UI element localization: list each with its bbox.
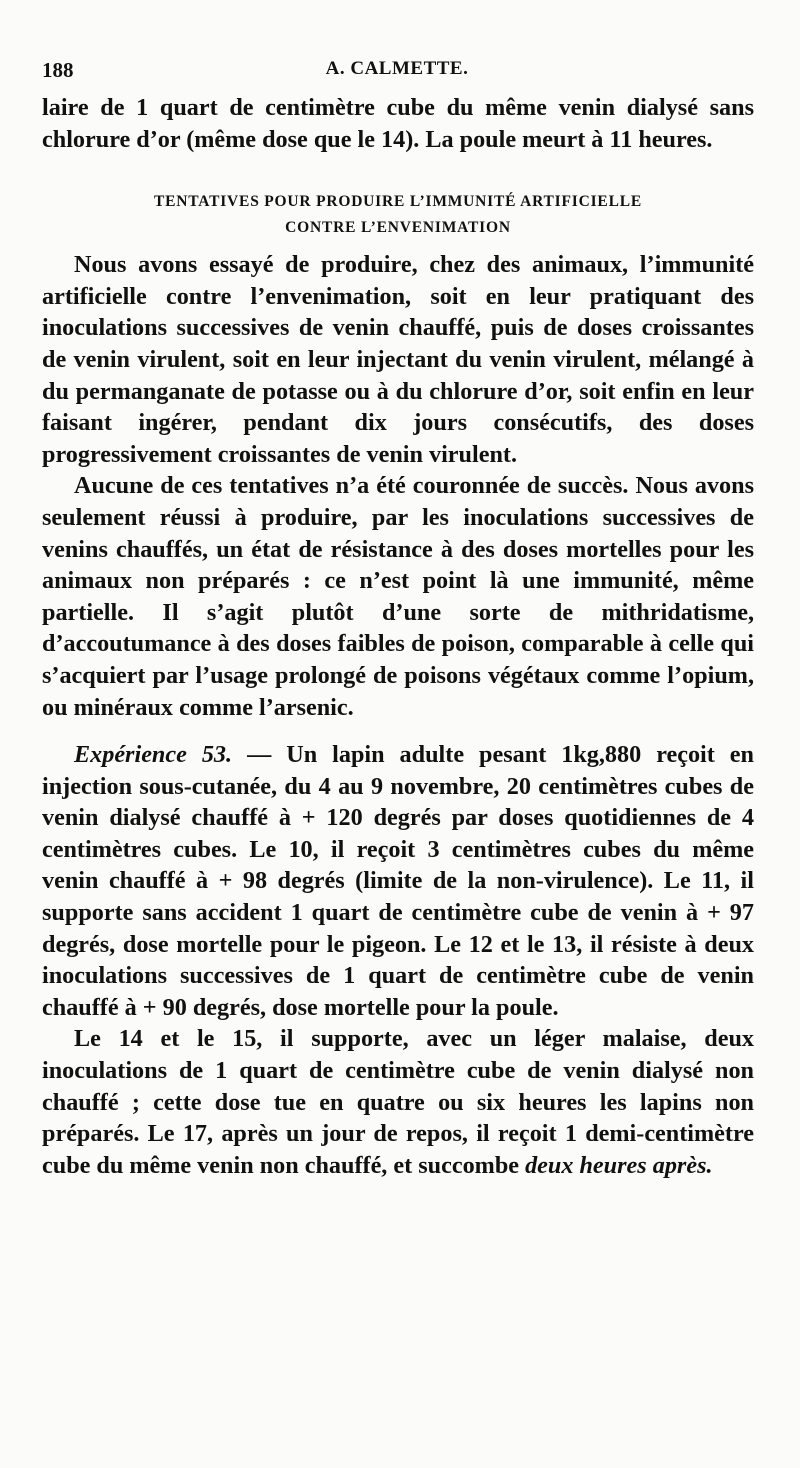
section-heading — [42, 189, 754, 241]
experience-53-text: — Un lapin adulte pesant 1kg,880 reçoit en injection sous-cutanée, du 4 au 9 novembre, 20 centimètres cubes de venin dialysé chauffé à + 120 degrés par doses quotidiennes de 4 centimètres cubes. Le 10, il reçoit 3 centimètres cubes du même venin chauffé à + 98 degrés (limite de la non-virulence). Le 11, il supporte sans accident 1 quart de centimètre cube de venin à + 97 degrés, dose mortelle pour le pigeon. Le 12 et le 13, il résiste à deux inoculations successives de 1 quart de centimètre cube de venin chauffé à + 90 degrés, dose mortelle pour la poule. — [42, 741, 754, 1021]
paragraph-final-text: Le 14 et le 15, il supporte, avec un léger malaise, deux inoculations de 1 quart de centimètre cube de venin dialysé non chauffé ; cette dose tue en quatre ou six heures les lapins non préparés. Le 17, après un jour de repos, il reçoit 1 demi-centimètre cube du même venin non chauffé, et succombe — [42, 1025, 754, 1179]
section-heading-line-2: CONTRE L’ENVENIMATION — [285, 219, 511, 237]
paragraph-final-italic: deux heures après. — [525, 1151, 713, 1179]
paragraph-continuation: laire de 1 quart de centimètre cube du même venin dialysé sans chlorure d’or (même dose que le 14). La poule meurt à 11 heures. — [42, 94, 754, 153]
page-header — [42, 58, 752, 88]
running-head: A. CALMETTE. — [325, 58, 469, 79]
paragraph-experience-53 — [42, 739, 754, 1023]
paragraph-gap — [42, 723, 754, 739]
body-text — [42, 92, 754, 1181]
paragraph-final — [42, 1023, 754, 1181]
section-heading-line-1: TENTATIVES POUR PRODUIRE L’IMMUNITÉ ARTIFICIELLE — [153, 193, 642, 211]
page-number: 188 — [42, 58, 74, 82]
experience-label: Expérience 53. — [74, 741, 233, 769]
paragraph-result: Aucune de ces tentatives n’a été couronnée de succès. Nous avons seulement réussi à produire, par les inoculations successives de venins chauffés, un état de résistance à des doses mortelles pour les animaux non préparés : ce n’est point là une immunité, même partielle. Il s’agit plutôt d’une sorte de mithridatisme, d’accoutumance à des doses faibles de poison, comparable à celle qui s’acquiert par l’usage prolongé de poisons végétaux comme l’opium, ou minéraux comme l’arsenic. — [42, 472, 754, 721]
paragraph-attempts: Nous avons essayé de produire, chez des animaux, l’immunité artificielle contre l’envenimation, soit en leur pratiquant des inoculations successives de venin chauffé, puis de doses croissantes de venin virulent, soit en leur injectant du venin virulent, mélangé à du permanganate de potasse ou à du chlorure d’or, soit enfin en leur faisant ingérer, pendant dix jours consécutifs, des doses progressivement croissantes de venin virulent. — [42, 251, 754, 468]
